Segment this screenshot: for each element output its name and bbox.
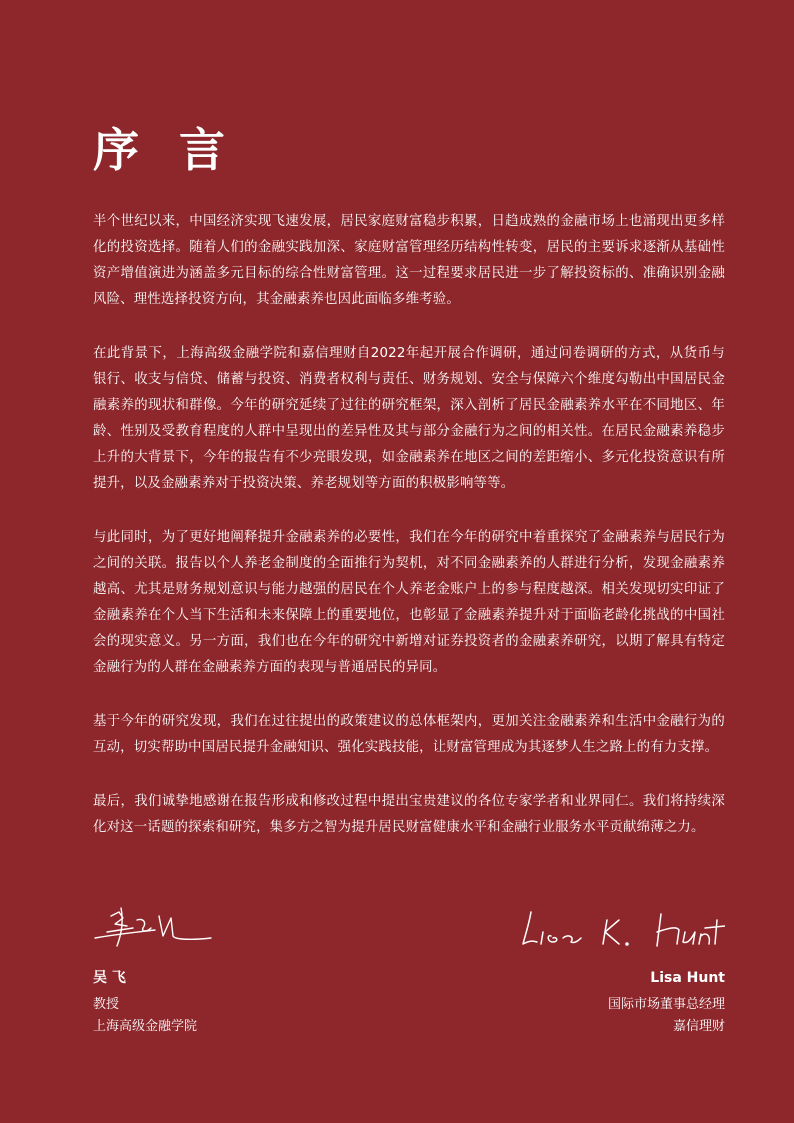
signatory-organization: 嘉信理财 [672, 1019, 725, 1034]
signatory-title: 国际市场董事总经理 [607, 997, 725, 1012]
preface-body [93, 209, 725, 869]
signatory-name: 吴 飞 [93, 970, 126, 986]
signature-block-left [93, 902, 233, 1038]
signatory-organization: 上海高级金融学院 [93, 1019, 198, 1034]
paragraph-4: 基于今年的研究发现，我们在过往提出的政策建议的总体框架内，更加关注金融素养和生活中金融行为的互动，切实帮助中国居民提升金融知识、强化实践技能，让财富管理成为其逐梦人生之路上的有力支撑。 [93, 714, 725, 755]
paragraph-3: 与此同时，为了更好地阐释提升金融素养的必要性，我们在今年的研究中着重探究了金融素养与居民行为之间的关联。报告以个人养老金制度的全面推行为契机，对不同金融素养的人群进行分析，发现金融素养越高、尤其是财务规划意识与能力越强的居民在个人养老金账户上的参与程度越深。相关发现切实印证了金融素养在个人当下生活和未来保障上的重要地位，也彰显了金融素养提升对于面临老龄化挑战的中国社会的现实意义。另一方面，我们也在今年的研究中新增对证券投资者的金融素养研究，以期了解具有特定金融行为的人群在金融素养方面的表现与普通居民的异同。 [93, 530, 725, 675]
handwritten-signature-icon [519, 902, 725, 950]
paragraph-5: 最后，我们诚挚地感谢在报告形成和修改过程中提出宝贵建议的各位专家学者和业界同仁。我们将持续深化对这一话题的探索和研究，集多方之智为提升居民财富健康水平和金融行业服务水平贡献绵薄之力。 [93, 794, 725, 835]
signatory-name: Lisa Hunt [650, 970, 725, 986]
signature-block-right [519, 902, 725, 1038]
paragraph-1: 半个世纪以来，中国经济实现飞速发展，居民家庭财富稳步积累，日趋成熟的金融市场上也涌现出更多样化的投资选择。随着人们的金融实践加深、家庭财富管理经历结构性转变，居民的主要诉求逐渐从基础性资产增值演进为涵盖多元目标的综合性财富管理。这一过程要求居民进一步了解投资标的、准确识别金融风险、理性选择投资方向，其金融素养也因此面临多维考验。 [93, 214, 725, 307]
page-title: 序 言 [93, 123, 238, 177]
signatory-title: 教授 [93, 997, 120, 1012]
paragraph-2: 在此背景下，上海高级金融学院和嘉信理财自2022年起开展合作调研，通过问卷调研的方式，从货币与银行、收支与信贷、储蓄与投资、消费者权利与责任、财务规划、安全与保障六个维度勾勒出中国居民金融素养的现状和群像。今年的研究延续了过往的研究框架，深入剖析了居民金融素养水平在不同地区、年龄、性别及受教育程度的人群中呈现出的差异性及其与部分金融行为之间的相关性。在居民金融素养稳步上升的大背景下，今年的报告有不少亮眼发现，如金融素养在地区之间的差距缩小、多元化投资意识有所提升，以及金融素养对于投资决策、养老规划等方面的积极影响等等。 [93, 346, 725, 491]
handwritten-signature-icon [93, 902, 213, 950]
